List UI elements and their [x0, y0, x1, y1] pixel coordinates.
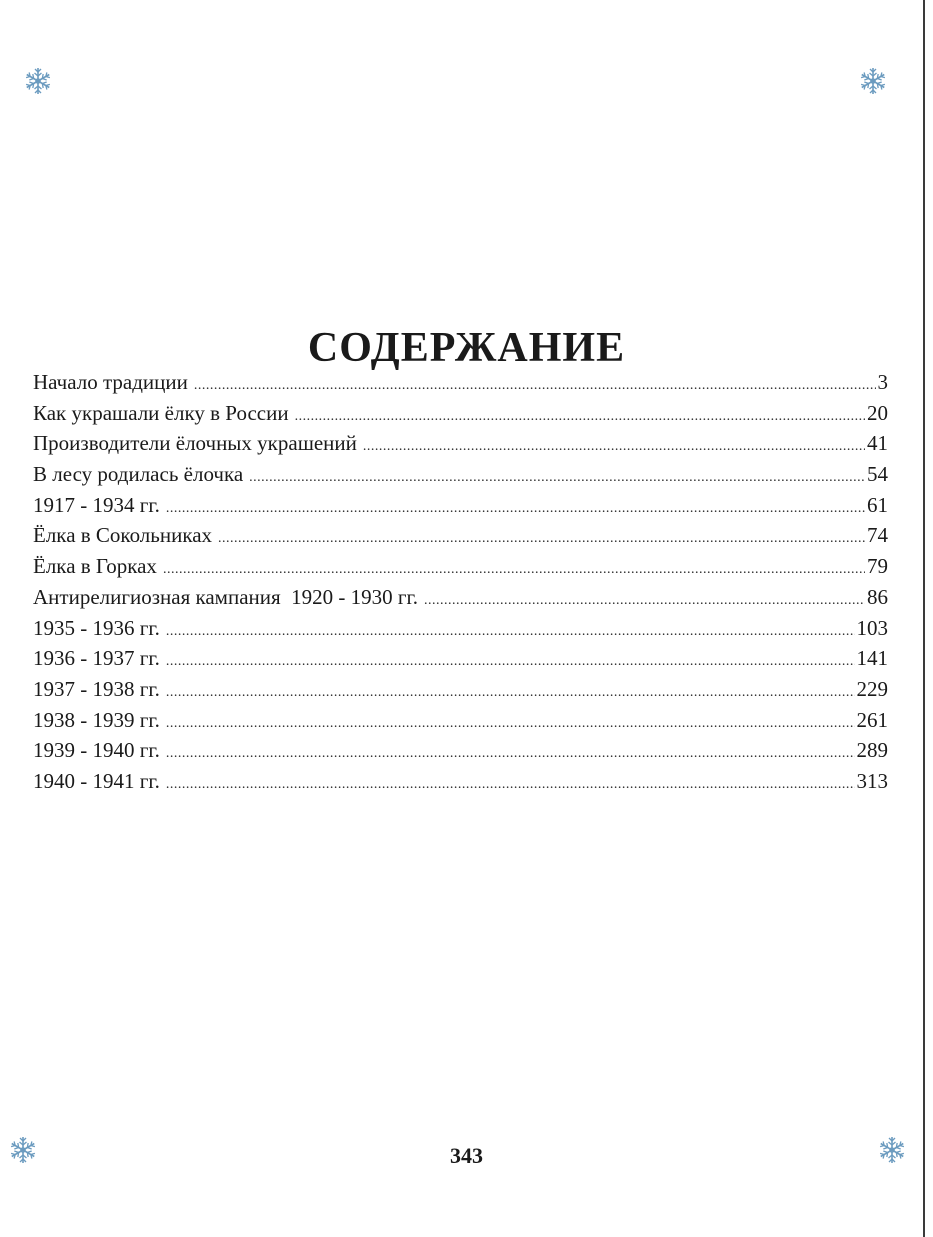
toc-entry-page: 41	[867, 431, 888, 456]
toc-entry-title: 1940 - 1941 гг.	[33, 768, 160, 793]
toc-entry-title: 1939 - 1940 гг.	[33, 738, 160, 763]
dot-leader	[166, 494, 865, 524]
dot-leader	[166, 770, 855, 800]
toc-entry[interactable]	[33, 459, 888, 490]
dot-leader	[166, 709, 855, 739]
toc-entry-page: 86	[867, 584, 888, 609]
toc-entry[interactable]	[33, 613, 888, 644]
dot-leader	[218, 524, 865, 554]
toc-entry-title: 1935 - 1936 гг.	[33, 615, 160, 640]
toc-entry-page: 20	[867, 400, 888, 425]
dot-leader	[194, 371, 876, 401]
page-edge-line	[923, 0, 925, 1237]
toc-entry[interactable]	[33, 490, 888, 521]
toc-entry[interactable]	[33, 367, 888, 398]
snowflake-icon	[23, 66, 53, 96]
toc-entry[interactable]	[33, 735, 888, 766]
toc-entry-title: 1917 - 1934 гг.	[33, 492, 160, 517]
toc-entry-title: Начало традиции	[33, 370, 188, 394]
dot-leader	[295, 402, 865, 432]
dot-leader	[166, 678, 855, 708]
dot-leader	[163, 555, 865, 585]
dot-leader	[424, 586, 865, 616]
toc-entry[interactable]	[33, 582, 888, 613]
table-of-contents	[33, 367, 888, 797]
toc-entry-page: 313	[856, 768, 888, 793]
toc-entry-page: 54	[867, 462, 888, 487]
dot-leader	[166, 617, 855, 647]
toc-entry-page: 103	[856, 615, 888, 640]
toc-entry-title: 1938 - 1939 гг.	[33, 707, 160, 732]
toc-entry[interactable]	[33, 705, 888, 736]
toc-entry-title: Антирелигиозная кампания 1920 - 1930 гг.	[33, 584, 419, 609]
toc-entry-page: 74	[867, 523, 888, 548]
toc-entry-page: 229	[856, 676, 888, 701]
toc-entry-page: 61	[867, 492, 888, 517]
page-number: 343	[450, 1143, 483, 1168]
toc-entry[interactable]	[33, 674, 888, 705]
toc-entry[interactable]	[33, 398, 888, 429]
dot-leader	[249, 463, 865, 493]
toc-entry-title: 1936 - 1937 гг.	[33, 646, 160, 671]
toc-entry-page: 79	[867, 554, 888, 579]
snowflake-icon	[858, 66, 888, 96]
toc-entry[interactable]	[33, 643, 888, 674]
toc-entry[interactable]	[33, 551, 888, 582]
dot-leader	[166, 647, 855, 677]
toc-entry-page: 3	[877, 370, 888, 394]
toc-entry-title: 1937 - 1938 гг.	[33, 676, 160, 701]
toc-entry-page: 261	[856, 707, 888, 732]
dot-leader	[166, 739, 855, 769]
toc-entry[interactable]	[33, 428, 888, 459]
toc-entry-title: Производители ёлочных украшений	[33, 431, 357, 456]
dot-leader	[363, 432, 865, 462]
toc-entry[interactable]	[33, 520, 888, 551]
toc-entry-title: Как украшали ёлку в России	[33, 400, 289, 425]
page-title: СОДЕРЖАНИЕ	[307, 325, 626, 372]
toc-entry-page: 289	[856, 738, 888, 763]
toc-entry-title: Ёлка в Горках	[33, 554, 157, 579]
toc-entry-page: 141	[856, 646, 888, 671]
toc-entry-title: В лесу родилась ёлочка	[33, 462, 244, 487]
toc-entry-title: Ёлка в Сокольниках	[33, 523, 213, 548]
toc-entry[interactable]	[33, 766, 888, 797]
